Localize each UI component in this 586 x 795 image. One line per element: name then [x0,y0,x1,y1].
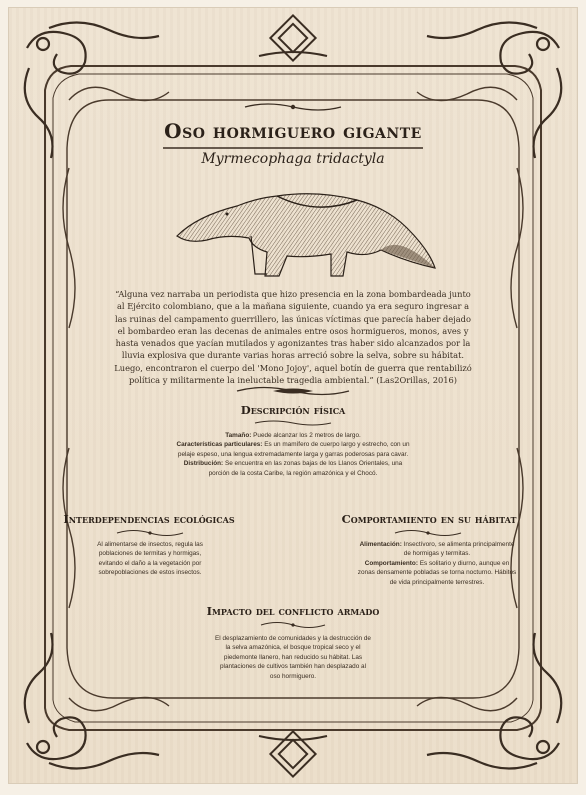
behavior-line: Comportamiento: Es solitario y diurno, aunque en zonas densamente pobladas se torna nocturno. Hábitos de vida principalmente terrestres. [357,559,517,586]
poster [9,8,577,783]
comportamiento-body [357,540,517,587]
impacto-ornament [259,620,327,630]
features-line: Características particulares: Es un mamífero de cuerpo largo y estrecho, con un pelaje espeso, una lengua extremadamente larga y garras poderosas para cavar. [176,441,410,458]
comportamiento-heading: Comportamiento en su hábitat [341,512,517,526]
page-title: Oso hormiguero gigante [164,119,422,143]
distribution-line: Distribución: Se encuentra en las zonas bajas de los Llanos Orientales, una porción de la costa Caribe, la región amazónica y el Chocó. [183,460,403,477]
comportamiento-ornament [393,528,463,538]
descripcion-heading: Descripción física [240,403,346,417]
descripcion-body [173,431,413,478]
quote-paragraph: “Alguna vez narraba un periodista que hizo presencia en la zona bombardeada junto al Ejército colombiano, que a la mañana siguiente, cuando ya era seguro ingresar a las ruinas del campamento guerrillero, las únicas víctimas que parecía haber dejado el bombardeo eran las decenas de animales entre osos hormigueros, monos, aves y hasta venados que yacían mutilados y agonizantes tras haber sido alcanzados por la lluvia explosiva que durante varias horas arreció sobre la selva, sobre su hábitat. Luego, encontraron el cuerpo del 'Mono Jojoy', aquel botín de guerra que rentabilizó política y militarmente la ineluctable tragedia ambiental.” (Las2Orillas, 2016) [114,289,472,386]
interdependencias-heading: Interdependencias ecológicas [63,512,235,526]
scientific-name: Myrmecophaga tridactyla [201,151,385,167]
impacto-heading: Impacto del conflicto armado [206,604,380,618]
interdependencias-body: Al alimentarse de insectos, regula las poblaciones de termitas y hormigas, evitando el daño a la vegetación por sobrepoblaciones de estos insectos. [97,541,203,577]
impacto-body: El desplazamiento de comunidades y la destrucción de la selva amazónica, el bosque tropical seco y el piedemonte llanero, han reducido su hábitat. Las plantaciones de cultivos también han desplazado al oso hormiguero. [215,635,371,680]
interdependencias-ornament [115,528,185,538]
descripcion-underline [253,419,333,427]
size-line: Tamaño: Puede alcanzar los 2 metros de largo. [225,432,361,439]
food-line: Alimentación: Insectívoro, se alimenta principalmente de hormigas y termitas. [359,541,515,558]
section-ornament-descripcion [233,384,353,398]
anteater-illustration [167,176,439,284]
title-top-ornament [241,100,345,114]
